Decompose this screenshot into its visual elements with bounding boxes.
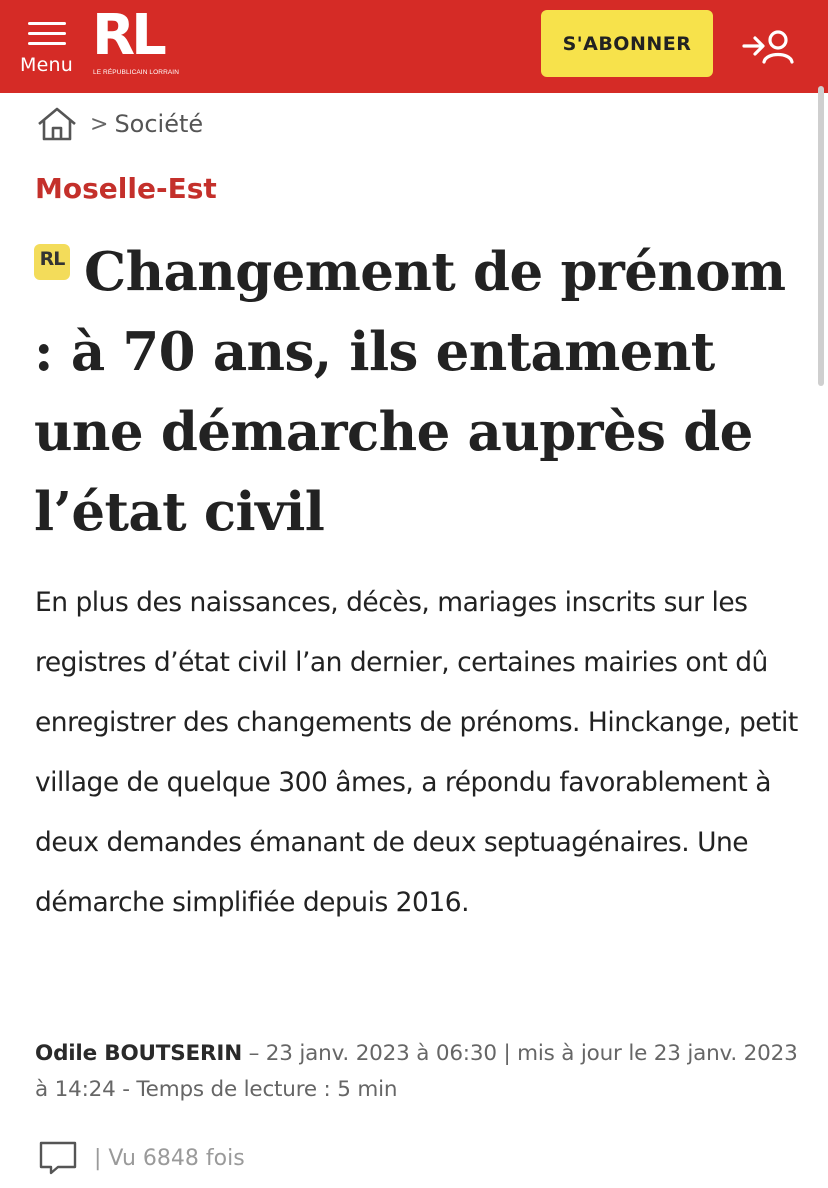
menu-label: Menu	[20, 54, 73, 76]
logo-tagline: LE RÉPUBLICAIN LORRAIN	[93, 69, 180, 76]
login-button[interactable]	[738, 24, 796, 68]
home-icon[interactable]	[36, 105, 78, 143]
breadcrumb	[36, 104, 203, 144]
subscribe-button[interactable]: S'ABONNER	[541, 10, 713, 77]
article-headline	[34, 232, 802, 552]
breadcrumb-category-link[interactable]: Société	[114, 110, 204, 138]
site-logo[interactable]	[92, 3, 184, 80]
hamburger-icon	[28, 22, 66, 46]
premium-badge-icon	[34, 244, 70, 280]
page-scrollbar[interactable]	[818, 86, 824, 386]
breadcrumb-separator: >	[90, 111, 109, 137]
menu-button[interactable]	[20, 18, 76, 78]
view-count: | Vu 6848 fois	[94, 1145, 245, 1171]
headline-text: Changement de prénom : à 70 ans, ils entament une démarche auprès de l’état civil	[34, 241, 786, 543]
premium-badge-text: RL	[39, 248, 65, 270]
login-user-icon	[738, 24, 796, 68]
article-byline	[35, 1036, 805, 1108]
logo-letters: RL	[92, 3, 163, 68]
article-lead: En plus des naissances, décès, mariages inscrits sur les registres d’état civil l’an dernier, certaines mairies ont dû enregistrer des changements de prénoms. Hinckange, petit village de quelque 300 âmes, a répondu favorablement à deux demandes émanant de deux septuagénaires. Une démarche simplifiée depuis 2016.	[35, 587, 798, 918]
section-label[interactable]: Moselle-Est	[35, 172, 217, 205]
author-name[interactable]: Odile BOUTSERIN	[35, 1041, 242, 1066]
top-header	[0, 0, 828, 93]
publication-meta: – 23 janv. 2023 à 06:30 | mis à jour le 23 janv. 2023 à 14:24 - Temps de lecture : 5 min	[35, 1041, 798, 1102]
article-stats	[38, 1138, 245, 1178]
comment-icon[interactable]	[38, 1140, 78, 1176]
